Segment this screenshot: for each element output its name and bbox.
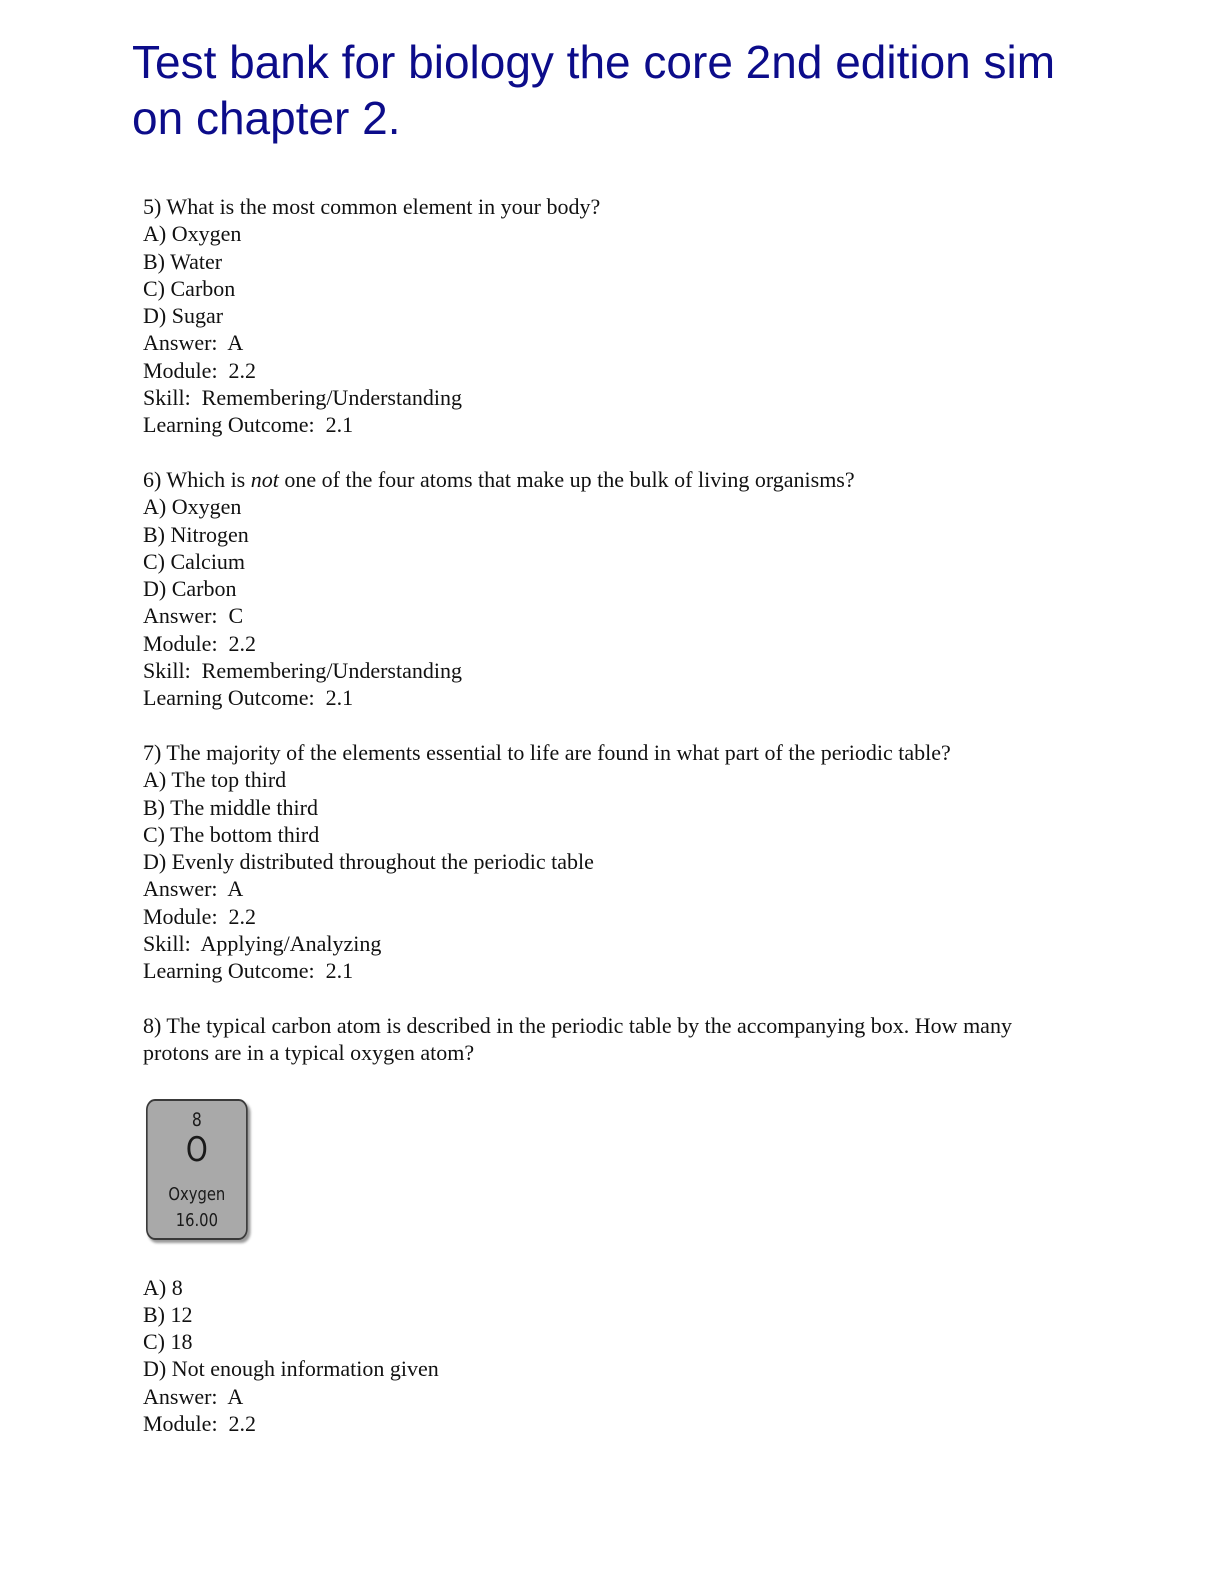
option-b: B) Nitrogen bbox=[143, 521, 249, 547]
question-stem: 7) The majority of the elements essential to life are found in what part of the periodic table? bbox=[143, 739, 951, 765]
question-list bbox=[143, 193, 1043, 1437]
option-b: B) Water bbox=[143, 248, 223, 274]
option-c: C) The bottom third bbox=[143, 821, 320, 847]
skill-line: Skill: Remembering/Understanding bbox=[143, 658, 462, 684]
skill-line: Skill: Applying/Analyzing bbox=[143, 931, 382, 957]
stem-text: one of the four atoms that make up the bulk of living organisms? bbox=[278, 466, 855, 492]
answer-line: Answer: A bbox=[143, 1383, 244, 1409]
question-8 bbox=[143, 1012, 1043, 1437]
option-d: D) Not enough information given bbox=[143, 1356, 439, 1382]
atomic-mass: 16.00 bbox=[175, 1209, 218, 1231]
outcome-line: Learning Outcome: 2.1 bbox=[143, 958, 354, 984]
answer-line: Answer: C bbox=[143, 603, 244, 629]
question-stem: 5) What is the most common element in your body? bbox=[143, 194, 601, 219]
option-d: D) Evenly distributed throughout the periodic table bbox=[143, 849, 594, 875]
periodic-element-tile bbox=[146, 1099, 248, 1240]
question-stem: 8) The typical carbon atom is described in the periodic table by the accompanying box. How many protons are in a typical oxygen atom? bbox=[143, 1012, 1012, 1066]
spacer bbox=[143, 985, 1043, 1012]
atomic-number: 8 bbox=[191, 1108, 202, 1131]
outcome-line: Learning Outcome: 2.1 bbox=[143, 412, 354, 438]
answer-line: Answer: A bbox=[143, 330, 244, 356]
document-title: Test bank for biology the core 2nd edition simon chapter 2. bbox=[132, 36, 1056, 144]
module-line: Module: 2.2 bbox=[143, 630, 257, 656]
option-c: C) Carbon bbox=[143, 275, 236, 301]
element-name: Oxygen bbox=[168, 1183, 226, 1205]
question-stem bbox=[143, 466, 1043, 493]
module-line: Module: 2.2 bbox=[143, 357, 257, 383]
stem-emphasis: not bbox=[250, 466, 279, 492]
stem-text: 6) Which is bbox=[143, 466, 251, 492]
option-a: A) 8 bbox=[143, 1274, 183, 1300]
answer-line: Answer: A bbox=[143, 876, 244, 902]
element-symbol: O bbox=[185, 1129, 208, 1170]
spacer bbox=[143, 439, 1043, 466]
option-a: A) The top third bbox=[143, 767, 287, 793]
option-b: B) The middle third bbox=[143, 794, 318, 820]
skill-line: Skill: Remembering/Understanding bbox=[143, 385, 462, 411]
question-5 bbox=[143, 193, 1043, 439]
option-d: D) Sugar bbox=[143, 303, 224, 329]
spacer bbox=[143, 712, 1043, 739]
option-a: A) Oxygen bbox=[143, 494, 242, 520]
option-b: B) 12 bbox=[143, 1301, 193, 1327]
question-7 bbox=[143, 739, 1043, 985]
module-line: Module: 2.2 bbox=[143, 1410, 257, 1436]
option-a: A) Oxygen bbox=[143, 221, 242, 247]
question-6 bbox=[143, 466, 1043, 712]
outcome-line: Learning Outcome: 2.1 bbox=[143, 685, 354, 711]
option-c: C) Calcium bbox=[143, 548, 246, 574]
option-c: C) 18 bbox=[143, 1329, 193, 1355]
option-d: D) Carbon bbox=[143, 576, 237, 602]
module-line: Module: 2.2 bbox=[143, 903, 257, 929]
